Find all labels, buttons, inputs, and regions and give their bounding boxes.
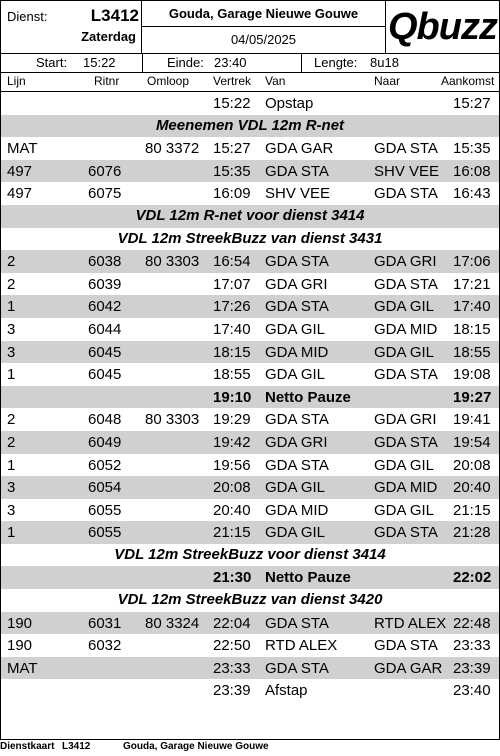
- dienst-number: L3412: [90, 6, 139, 25]
- cell-naar: SHV VEE: [374, 162, 440, 180]
- cell-van: GDA GIL: [265, 524, 326, 542]
- cell-vertrek: 20:40: [213, 501, 251, 519]
- cell-vertrek: 19:42: [213, 433, 251, 451]
- start-value: 15:22: [83, 55, 116, 70]
- table-row: [1, 318, 499, 341]
- pause-end: 19:27: [453, 388, 492, 406]
- cell-ritnr: 6054: [88, 479, 122, 497]
- table-row: [1, 499, 499, 522]
- section-title: VDL 12m StreekBuzz voor dienst 3414: [114, 545, 386, 563]
- col-aankomst: Aankomst: [441, 74, 495, 88]
- cell-vertrek: 17:26: [213, 298, 251, 316]
- cell-ritnr: 6045: [88, 366, 122, 384]
- location-label: Gouda, Garage Nieuwe Gouwe: [142, 1, 385, 27]
- table-row: [1, 431, 499, 454]
- col-vertrek: Vertrek: [213, 74, 252, 88]
- einde-value: 23:40: [214, 55, 247, 70]
- cell-lijn: 190: [7, 637, 33, 655]
- cell-ritnr: 6052: [88, 456, 122, 474]
- cell-lijn: 2: [7, 411, 16, 429]
- cell-vertrek: 19:29: [213, 411, 251, 429]
- cell-vertrek: 23:33: [213, 659, 251, 677]
- cell-van: GDA STA: [265, 253, 329, 271]
- table-row: [1, 250, 499, 273]
- cell-aankomst: 18:15: [453, 320, 491, 338]
- section-title: VDL 12m R-net voor dienst 3414: [135, 206, 365, 224]
- table-row: [1, 341, 499, 364]
- cell-lijn: MAT: [7, 140, 38, 158]
- cell-lijn: 3: [7, 501, 16, 519]
- cell-vertrek: 17:40: [213, 320, 251, 338]
- cell-naar: GDA GRI: [374, 411, 437, 429]
- table-row: [1, 476, 499, 499]
- cell-vertrek: 19:56: [213, 456, 251, 474]
- cell-aankomst: 23:40: [453, 682, 491, 700]
- cell-van: GDA GRI: [265, 275, 328, 293]
- table-row: [1, 92, 499, 115]
- table-row: [1, 408, 499, 431]
- section-title: VDL 12m StreekBuzz van dienst 3431: [117, 229, 383, 247]
- table-row: [1, 454, 499, 477]
- section-title-row: [1, 115, 499, 138]
- cell-naar: GDA MID: [374, 320, 438, 338]
- cell-omloop: 80 3372: [145, 140, 200, 158]
- cell-van: GDA STA: [265, 614, 329, 632]
- cell-aankomst: 23:33: [453, 637, 491, 655]
- cell-lijn: 497: [7, 185, 33, 203]
- cell-ritnr: 6055: [88, 501, 122, 519]
- cell-van: GDA GIL: [265, 479, 326, 497]
- cell-vertrek: 18:55: [213, 366, 251, 384]
- cell-aankomst: 17:40: [453, 298, 491, 316]
- cell-van: SHV VEE: [265, 185, 331, 203]
- cell-omloop: 80 3303: [145, 411, 200, 429]
- einde-label: Einde:: [167, 55, 204, 70]
- cell-ritnr: 6032: [88, 637, 122, 655]
- cell-ritnr: 6075: [88, 185, 122, 203]
- cell-van: GDA STA: [265, 659, 329, 677]
- cell-omloop: 80 3303: [145, 253, 200, 271]
- table-row: [1, 182, 499, 205]
- column-headers: [1, 73, 499, 92]
- pause-label: Netto Pauze: [265, 388, 351, 406]
- cell-lijn: MAT: [7, 659, 38, 677]
- cell-naar: GDA GRI: [374, 253, 437, 271]
- table-row: [1, 612, 499, 635]
- cell-aankomst: 20:40: [453, 479, 491, 497]
- section-title-row: [1, 589, 499, 612]
- cell-van: GDA MID: [265, 501, 329, 519]
- cell-lijn: 190: [7, 614, 33, 632]
- cell-aankomst: 16:08: [453, 162, 491, 180]
- cell-aankomst: 15:27: [453, 95, 491, 112]
- cell-ritnr: 6039: [88, 275, 122, 293]
- cell-van: RTD ALEX: [265, 637, 338, 655]
- cell-lijn: 1: [7, 456, 16, 474]
- cell-van: GDA STA: [265, 456, 329, 474]
- cell-lijn: 3: [7, 479, 16, 497]
- cell-lijn: 497: [7, 162, 33, 180]
- col-ritnr: Ritnr: [94, 74, 120, 88]
- col-lijn: Lijn: [7, 74, 26, 88]
- cell-aankomst: 15:35: [453, 140, 491, 158]
- cell-ritnr: 6045: [88, 343, 122, 361]
- cell-aankomst: 17:06: [453, 253, 491, 271]
- cell-naar: GDA STA: [374, 140, 438, 158]
- cell-aankomst: 19:54: [453, 433, 491, 451]
- col-omloop: Omloop: [147, 74, 190, 88]
- cell-lijn: 3: [7, 343, 16, 361]
- pause-row: [1, 566, 499, 589]
- shift-info: [1, 53, 499, 73]
- cell-ritnr: 6042: [88, 298, 122, 316]
- cell-van: GDA STA: [265, 411, 329, 429]
- table-row: [1, 137, 499, 160]
- cell-aankomst: 23:39: [453, 659, 491, 677]
- pause-row: [1, 386, 499, 409]
- cell-naar: GDA MID: [374, 479, 438, 497]
- day-label: Zaterdag: [81, 29, 136, 44]
- pause-start: 21:30: [213, 569, 252, 587]
- cell-naar: GDA STA: [374, 275, 438, 293]
- cell-ritnr: 6055: [88, 524, 122, 542]
- cell-naar: GDA STA: [374, 433, 438, 451]
- section-title-row: [1, 228, 499, 251]
- qbuzz-logo: Qbuzz: [388, 6, 497, 48]
- date-label: 04/05/2025: [230, 32, 297, 47]
- footer-dienst: L3412: [62, 741, 91, 752]
- cell-naar: GDA GIL: [374, 456, 435, 474]
- cell-naar: GDA STA: [374, 366, 438, 384]
- cell-van: GDA STA: [265, 162, 329, 180]
- cell-lijn: 2: [7, 253, 16, 271]
- cell-ritnr: 6049: [88, 433, 122, 451]
- cell-lijn: 2: [7, 275, 16, 293]
- start-label: Start:: [36, 55, 68, 70]
- cell-vertrek: 16:54: [213, 253, 251, 271]
- cell-aankomst: 21:28: [453, 524, 491, 542]
- cell-naar: GDA STA: [374, 637, 438, 655]
- cell-ritnr: 6031: [88, 614, 122, 632]
- cell-lijn: 1: [7, 366, 16, 384]
- cell-ritnr: 6044: [88, 320, 122, 338]
- cell-van: GDA GIL: [265, 366, 326, 384]
- cell-lijn: 1: [7, 298, 16, 316]
- cell-aankomst: 17:21: [453, 275, 491, 293]
- cell-naar: GDA GAR: [374, 659, 443, 677]
- section-title-row: [1, 205, 499, 228]
- cell-naar: GDA GIL: [374, 501, 435, 519]
- table-row: [1, 657, 499, 680]
- cell-vertrek: 15:22: [213, 95, 251, 112]
- lengte-value: 8u18: [370, 55, 399, 70]
- cell-vertrek: 20:08: [213, 479, 251, 497]
- cell-vertrek: 15:27: [213, 140, 251, 158]
- cell-van: GDA STA: [265, 298, 329, 316]
- cell-aankomst: 21:15: [453, 501, 491, 519]
- dienst-label: Dienst:: [7, 9, 48, 24]
- cell-van: GDA GAR: [265, 140, 334, 158]
- cell-naar: GDA GIL: [374, 298, 435, 316]
- trip-table: [1, 92, 499, 702]
- table-row: [1, 634, 499, 657]
- cell-vertrek: 21:15: [213, 524, 251, 542]
- cell-naar: GDA GIL: [374, 343, 435, 361]
- cell-aankomst: 18:55: [453, 343, 491, 361]
- cell-vertrek: 22:50: [213, 637, 251, 655]
- cell-vertrek: 16:09: [213, 185, 251, 203]
- section-title: VDL 12m StreekBuzz van dienst 3420: [117, 591, 383, 609]
- table-row: [1, 363, 499, 386]
- card-header: [1, 1, 499, 54]
- footer-location: Gouda, Garage Nieuwe Gouwe: [123, 741, 269, 752]
- cell-lijn: 3: [7, 320, 16, 338]
- pause-start: 19:10: [213, 388, 252, 406]
- cell-vertrek: 22:04: [213, 614, 251, 632]
- cell-van: GDA MID: [265, 343, 329, 361]
- section-title: Meenemen VDL 12m R-net: [155, 116, 345, 134]
- table-row: [1, 295, 499, 318]
- divider: [142, 53, 143, 72]
- cell-naar: GDA STA: [374, 185, 438, 203]
- table-row: [1, 160, 499, 183]
- cell-lijn: 2: [7, 433, 16, 451]
- cell-naar: RTD ALEX: [374, 614, 447, 632]
- section-title-row: [1, 544, 499, 567]
- cell-van: Opstap: [265, 95, 314, 112]
- cell-van: Afstap: [265, 682, 308, 700]
- cell-van: GDA GIL: [265, 320, 326, 338]
- cell-aankomst: 16:43: [453, 185, 491, 203]
- cell-aankomst: 20:08: [453, 456, 491, 474]
- table-row: [1, 679, 499, 702]
- cell-aankomst: 22:48: [453, 614, 491, 632]
- cell-lijn: 1: [7, 524, 16, 542]
- cell-naar: GDA STA: [374, 524, 438, 542]
- cell-vertrek: 23:39: [213, 682, 251, 700]
- cell-aankomst: 19:41: [453, 411, 491, 429]
- col-van: Van: [265, 74, 286, 88]
- lengte-label: Lengte:: [314, 55, 358, 70]
- location-date-cell: [142, 1, 386, 53]
- cell-aankomst: 19:08: [453, 366, 491, 384]
- table-row: [1, 273, 499, 296]
- col-naar: Naar: [374, 74, 401, 88]
- dienst-cell: [1, 1, 142, 53]
- table-row: [1, 521, 499, 544]
- cell-omloop: 80 3324: [145, 614, 200, 632]
- pause-label: Netto Pauze: [265, 569, 351, 587]
- cell-ritnr: 6038: [88, 253, 122, 271]
- cell-vertrek: 18:15: [213, 343, 251, 361]
- cell-ritnr: 6048: [88, 411, 122, 429]
- divider: [301, 53, 302, 72]
- cell-vertrek: 17:07: [213, 275, 251, 293]
- cell-vertrek: 15:35: [213, 162, 251, 180]
- cell-ritnr: 6076: [88, 162, 122, 180]
- pause-end: 22:02: [453, 569, 492, 587]
- cell-van: GDA GRI: [265, 433, 328, 451]
- footer-label: Dienstkaart: [0, 741, 55, 752]
